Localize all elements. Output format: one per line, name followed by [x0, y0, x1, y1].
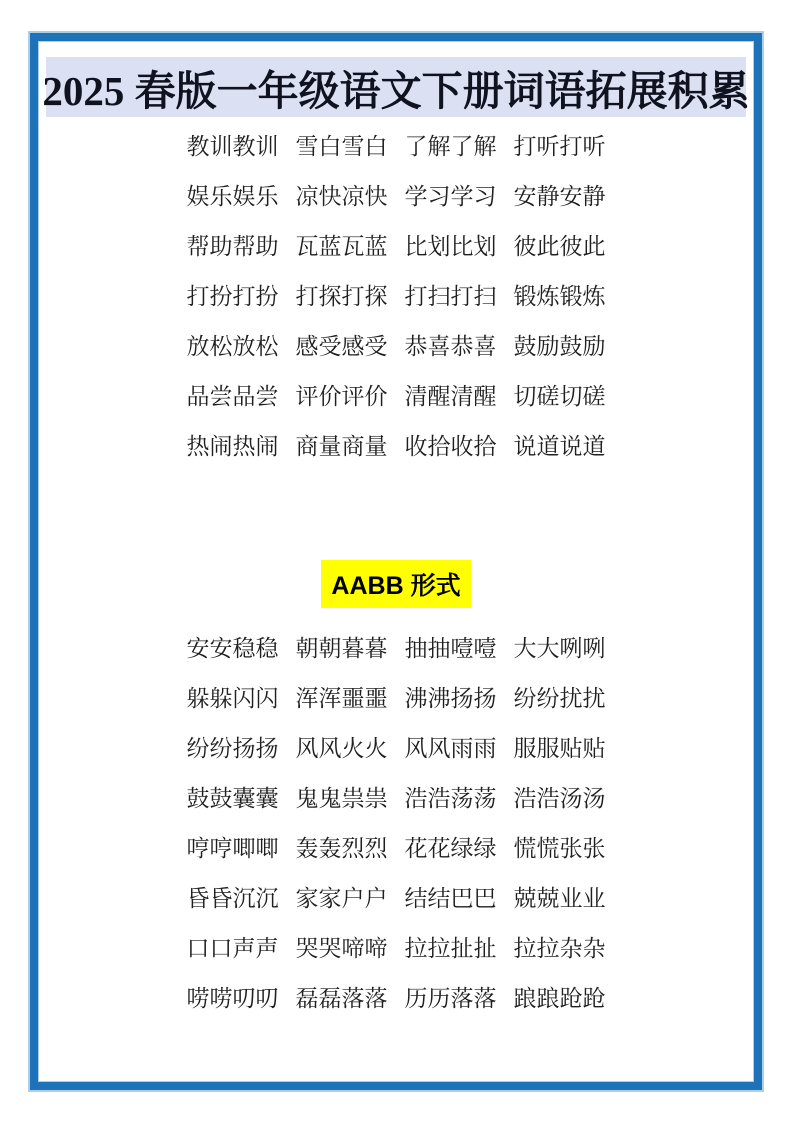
word-item: 浩浩汤汤	[513, 784, 606, 811]
word-item: 风风雨雨	[404, 734, 497, 761]
word-row	[38, 871, 754, 921]
word-item: 教训教训	[186, 132, 279, 159]
word-item: 历历落落	[404, 984, 497, 1011]
word-row	[38, 621, 754, 671]
word-item: 风风火火	[295, 734, 388, 761]
word-item: 收拾收拾	[404, 432, 497, 459]
word-item: 放松放松	[186, 332, 279, 359]
word-item: 结结巴巴	[404, 884, 497, 911]
aabb-word-section	[38, 621, 754, 1021]
word-row	[38, 169, 754, 219]
word-item: 帮助帮助	[186, 232, 279, 259]
word-item: 家家户户	[295, 884, 388, 911]
word-item: 彼此彼此	[513, 232, 606, 259]
word-item: 恭喜恭喜	[404, 332, 497, 359]
word-item: 打扫打扫	[404, 282, 497, 309]
page-border-frame	[30, 33, 762, 1090]
word-item: 学习学习	[404, 182, 497, 209]
word-row	[38, 921, 754, 971]
word-item: 朝朝暮暮	[295, 634, 388, 661]
word-row	[38, 671, 754, 721]
word-item: 鬼鬼祟祟	[295, 784, 388, 811]
word-row	[38, 821, 754, 871]
word-item: 轰轰烈烈	[295, 834, 388, 861]
word-row	[38, 771, 754, 821]
word-item: 浩浩荡荡	[404, 784, 497, 811]
word-item: 了解了解	[404, 132, 497, 159]
word-item: 打扮打扮	[186, 282, 279, 309]
word-item: 兢兢业业	[513, 884, 606, 911]
word-item: 抽抽噎噎	[404, 634, 497, 661]
word-item: 切磋切磋	[513, 382, 606, 409]
word-item: 服服贴贴	[513, 734, 606, 761]
word-item: 安静安静	[513, 182, 606, 209]
aabb-section-heading: AABB 形式	[321, 560, 470, 608]
aabb-heading-wrap	[38, 560, 754, 608]
word-row	[38, 971, 754, 1021]
word-item: 大大咧咧	[513, 634, 606, 661]
word-item: 口口声声	[186, 934, 279, 961]
word-item: 安安稳稳	[186, 634, 279, 661]
word-item: 唠唠叨叨	[186, 984, 279, 1011]
word-item: 慌慌张张	[513, 834, 606, 861]
word-item: 拉拉扯扯	[404, 934, 497, 961]
word-row	[38, 219, 754, 269]
abab-word-section	[38, 119, 754, 469]
word-item: 热闹热闹	[186, 432, 279, 459]
word-item: 说道说道	[513, 432, 606, 459]
word-item: 踉踉跄跄	[513, 984, 606, 1011]
word-item: 打听打听	[513, 132, 606, 159]
word-item: 磊磊落落	[295, 984, 388, 1011]
word-item: 瓦蓝瓦蓝	[295, 232, 388, 259]
word-row	[38, 369, 754, 419]
word-item: 凉快凉快	[295, 182, 388, 209]
word-item: 哭哭啼啼	[295, 934, 388, 961]
page-title: 2025 春版一年级语文下册词语拓展积累	[46, 57, 746, 117]
word-item: 评价评价	[295, 382, 388, 409]
word-item: 拉拉杂杂	[513, 934, 606, 961]
word-row	[38, 419, 754, 469]
word-item: 清醒清醒	[404, 382, 497, 409]
word-row	[38, 319, 754, 369]
word-item: 感受感受	[295, 332, 388, 359]
word-row	[38, 721, 754, 771]
word-item: 雪白雪白	[295, 132, 388, 159]
word-item: 花花绿绿	[404, 834, 497, 861]
word-item: 商量商量	[295, 432, 388, 459]
word-item: 纷纷扰扰	[513, 684, 606, 711]
word-item: 比划比划	[404, 232, 497, 259]
word-item: 锻炼锻炼	[513, 282, 606, 309]
word-item: 哼哼唧唧	[186, 834, 279, 861]
word-item: 鼓鼓囊囊	[186, 784, 279, 811]
word-row	[38, 119, 754, 169]
word-item: 鼓励鼓励	[513, 332, 606, 359]
word-item: 浑浑噩噩	[295, 684, 388, 711]
word-item: 品尝品尝	[186, 382, 279, 409]
word-item: 纷纷扬扬	[186, 734, 279, 761]
word-item: 沸沸扬扬	[404, 684, 497, 711]
word-item: 娱乐娱乐	[186, 182, 279, 209]
word-row	[38, 269, 754, 319]
word-item: 打探打探	[295, 282, 388, 309]
word-item: 躲躲闪闪	[186, 684, 279, 711]
word-item: 昏昏沉沉	[186, 884, 279, 911]
